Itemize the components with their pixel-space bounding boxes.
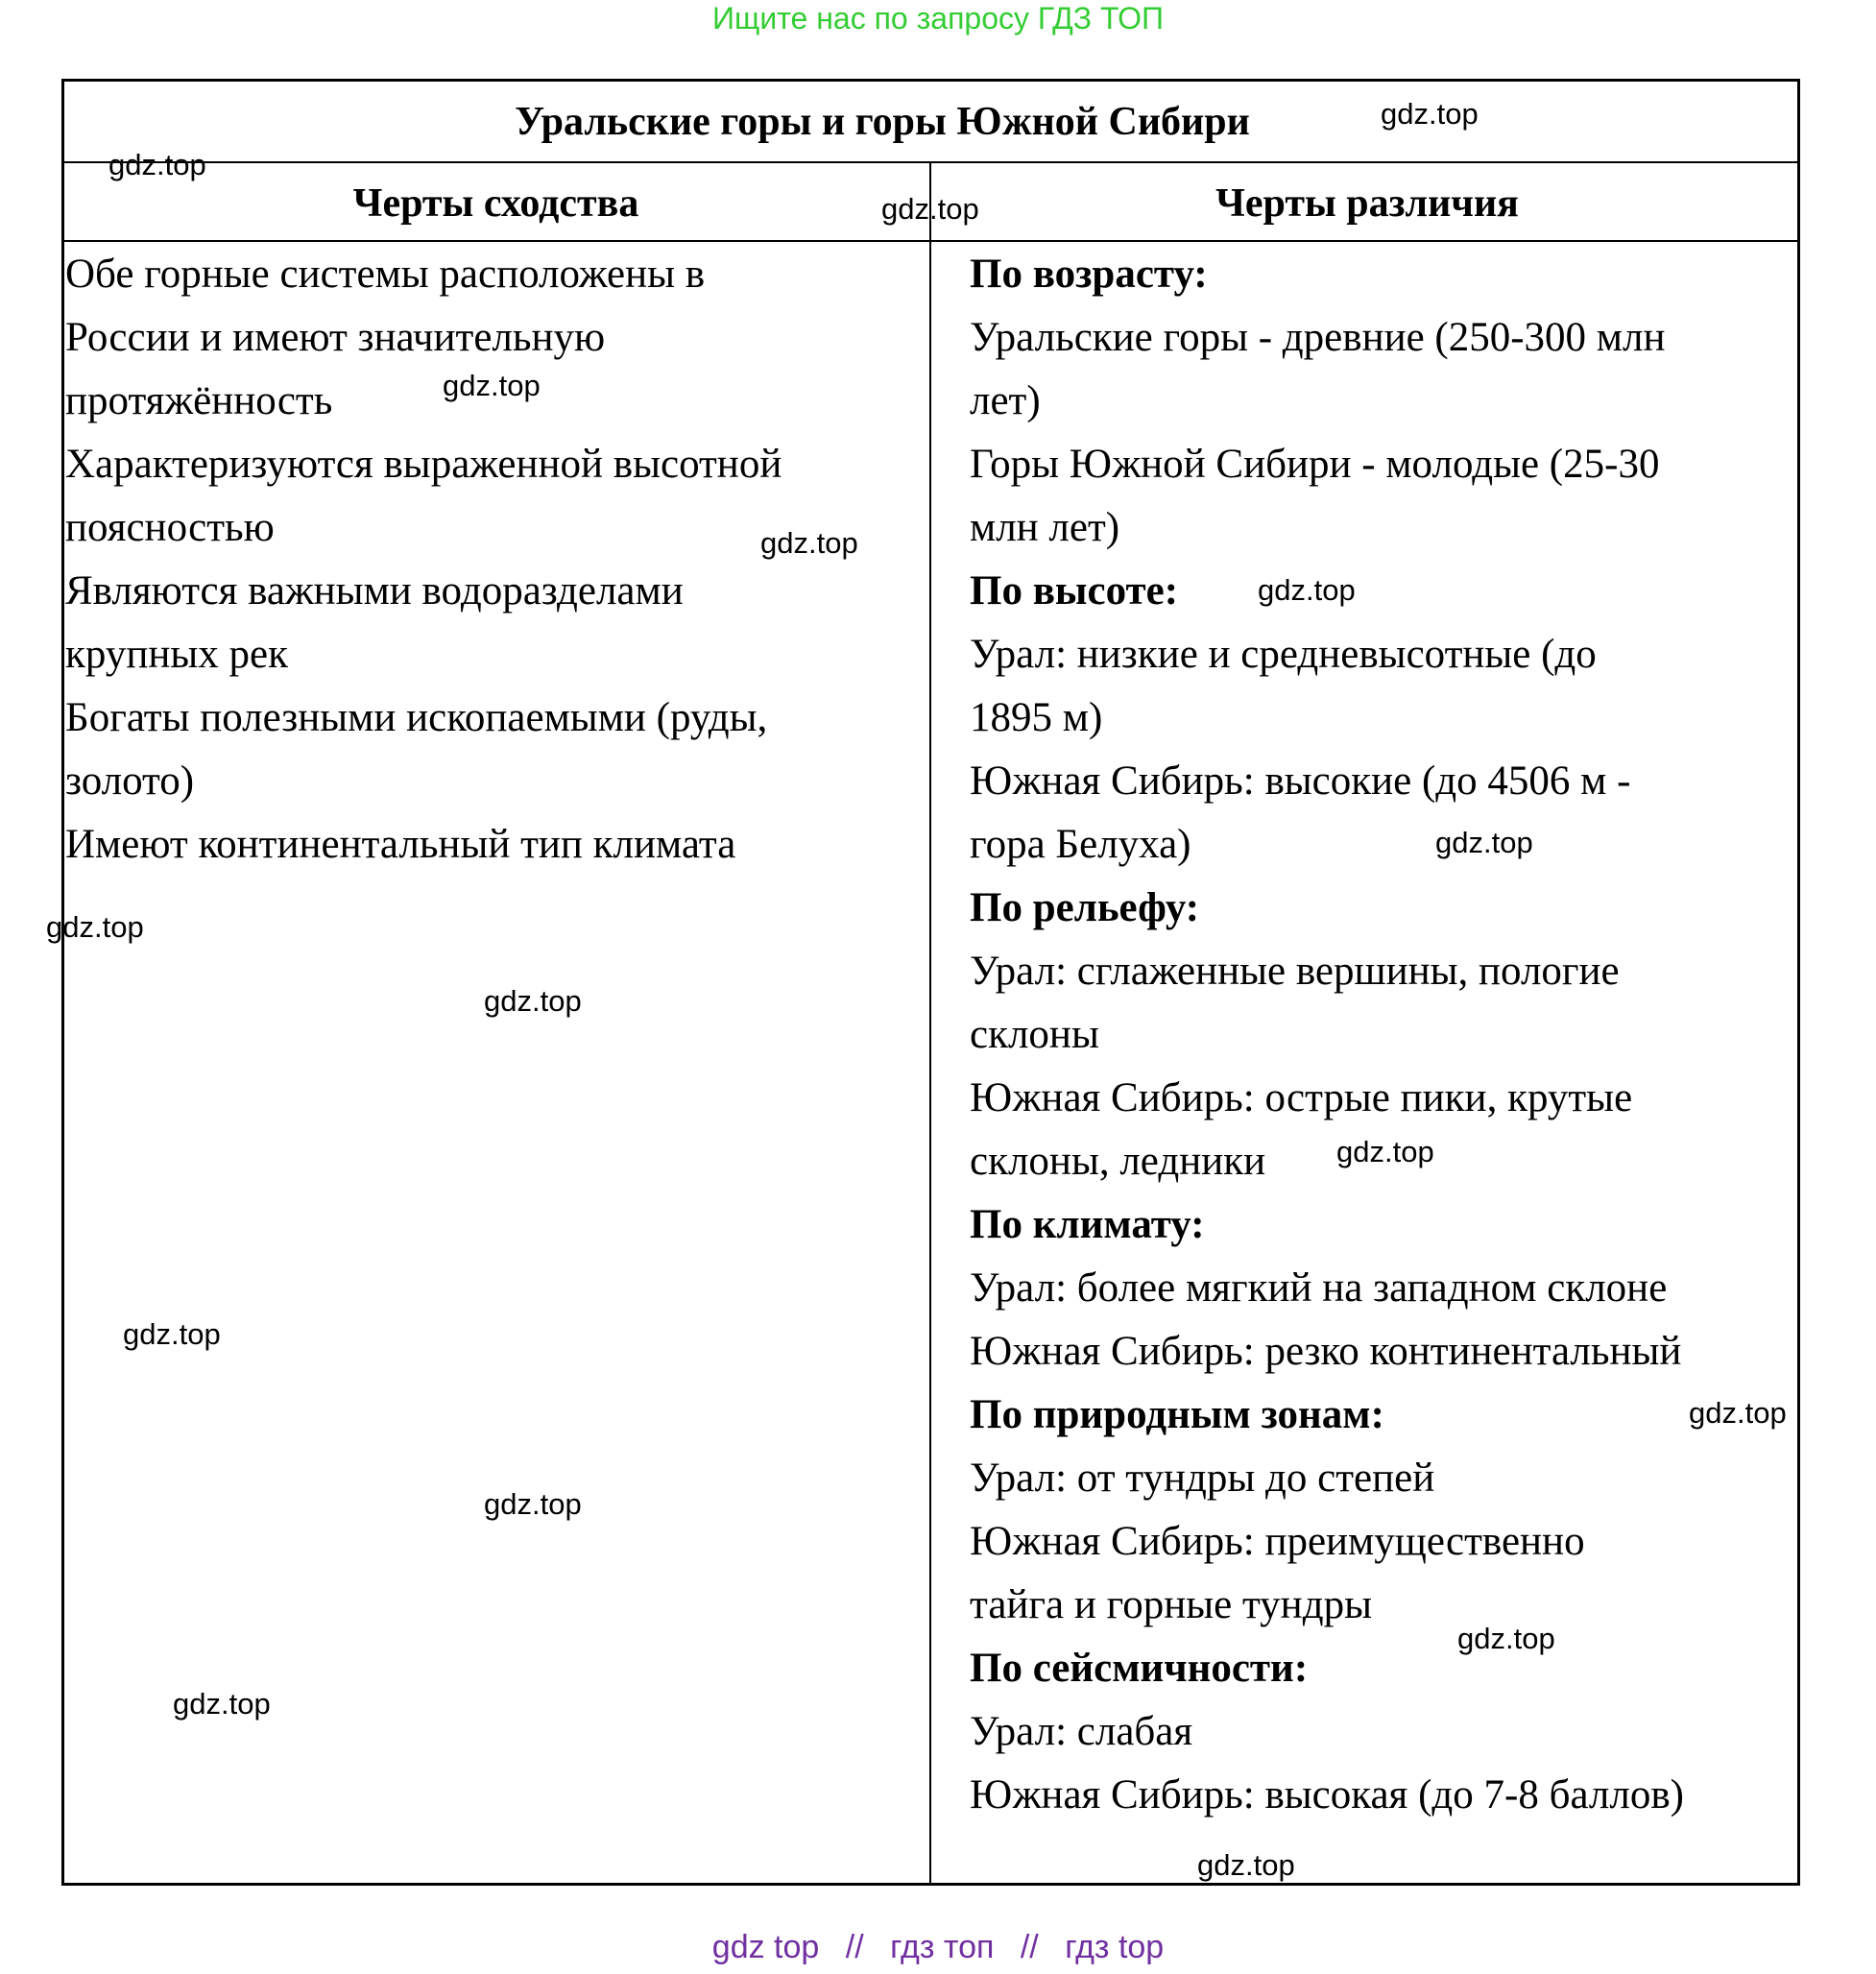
similarity-line: золото)	[65, 758, 195, 804]
watermark: gdz.top	[108, 148, 206, 181]
similarities-header: Черты сходства	[352, 181, 639, 226]
similarity-line: Являются важными водоразделами	[65, 568, 684, 614]
difference-line: Урал: сглаженные вершины, пологие	[970, 949, 1620, 994]
difference-line: 1895 м)	[970, 695, 1103, 740]
differences-header: Черты различия	[1215, 181, 1519, 226]
difference-line: Урал: слабая	[970, 1709, 1193, 1754]
similarity-line: Характеризуются выраженной высотной	[65, 442, 782, 487]
difference-line: Уральские горы - древние (250-300 млн	[970, 315, 1666, 360]
similarity-line: протяжённость	[65, 378, 333, 423]
watermark: gdz.top	[1457, 1622, 1555, 1655]
watermark: gdz.top	[46, 910, 144, 944]
watermark: gdz.top	[881, 192, 979, 226]
watermark: gdz.top	[123, 1317, 221, 1351]
similarity-line: Богаты полезными ископаемыми (руды,	[65, 695, 768, 740]
difference-line: Урал: низкие и средневысотные (до	[970, 632, 1597, 677]
difference-line: млн лет)	[970, 505, 1120, 550]
difference-category-heading: По сейсмичности:	[970, 1646, 1309, 1691]
table-title: Уральские горы и горы Южной Сибири	[515, 100, 1250, 144]
difference-category-heading: По климату:	[970, 1202, 1205, 1247]
difference-line: Южная Сибирь: резко континентальный	[970, 1329, 1682, 1374]
watermark: gdz.top	[173, 1687, 271, 1721]
watermark: gdz.top	[760, 526, 858, 560]
watermark: gdz.top	[1197, 1848, 1295, 1882]
difference-line: склоны	[970, 1012, 1099, 1057]
footer-links	[0, 1928, 1876, 1966]
top-banner: Ищите нас по запросу ГДЗ ТОП	[712, 1, 1164, 36]
watermark: gdz.top	[1381, 97, 1479, 131]
difference-line: Южная Сибирь: высокие (до 4506 м -	[970, 758, 1631, 804]
column-divider	[929, 161, 931, 1886]
similarity-line: России и имеют значительную	[65, 315, 606, 360]
table-border-right	[1797, 79, 1800, 1886]
watermark: gdz.top	[484, 984, 582, 1018]
difference-line: гора Белуха)	[970, 822, 1191, 867]
difference-line: Урал: от тундры до степей	[970, 1456, 1435, 1501]
watermark: gdz.top	[484, 1487, 582, 1521]
footer-separator: //	[1020, 1929, 1039, 1965]
difference-category-heading: По природным зонам:	[970, 1392, 1384, 1437]
watermark: gdz.top	[1258, 573, 1356, 607]
difference-category-heading: По возрасту:	[970, 252, 1208, 297]
difference-line: Южная Сибирь: острые пики, крутые	[970, 1075, 1633, 1120]
difference-line: лет)	[970, 378, 1041, 423]
footer-separator: //	[845, 1929, 864, 1965]
difference-line: Горы Южной Сибири - молодые (25-30	[970, 442, 1660, 487]
difference-line: Южная Сибирь: высокая (до 7-8 баллов)	[970, 1772, 1684, 1818]
similarity-line: поясностью	[65, 505, 275, 550]
similarity-line: Имеют континентальный тип климата	[65, 822, 736, 867]
similarity-line: крупных рек	[65, 632, 288, 677]
difference-line: Урал: более мягкий на западном склоне	[970, 1265, 1668, 1311]
watermark: gdz.top	[1435, 826, 1533, 859]
watermark: gdz.top	[443, 369, 541, 402]
difference-line: склоны, ледники	[970, 1139, 1266, 1184]
difference-line: тайга и горные тундры	[970, 1582, 1372, 1627]
footer-link[interactable]: гдз топ	[890, 1929, 995, 1965]
difference-category-heading: По рельефу:	[970, 885, 1200, 930]
footer-link[interactable]: гдз top	[1065, 1929, 1165, 1965]
watermark: gdz.top	[1689, 1396, 1787, 1430]
differences-cell	[970, 243, 1795, 1827]
table-border-left	[61, 79, 64, 1886]
footer-link[interactable]: gdz top	[711, 1929, 820, 1965]
watermark: gdz.top	[1336, 1135, 1434, 1168]
difference-category-heading: По высоте:	[970, 568, 1179, 614]
difference-line: Южная Сибирь: преимущественно	[970, 1519, 1585, 1564]
similarity-line: Обе горные системы расположены в	[65, 252, 706, 297]
